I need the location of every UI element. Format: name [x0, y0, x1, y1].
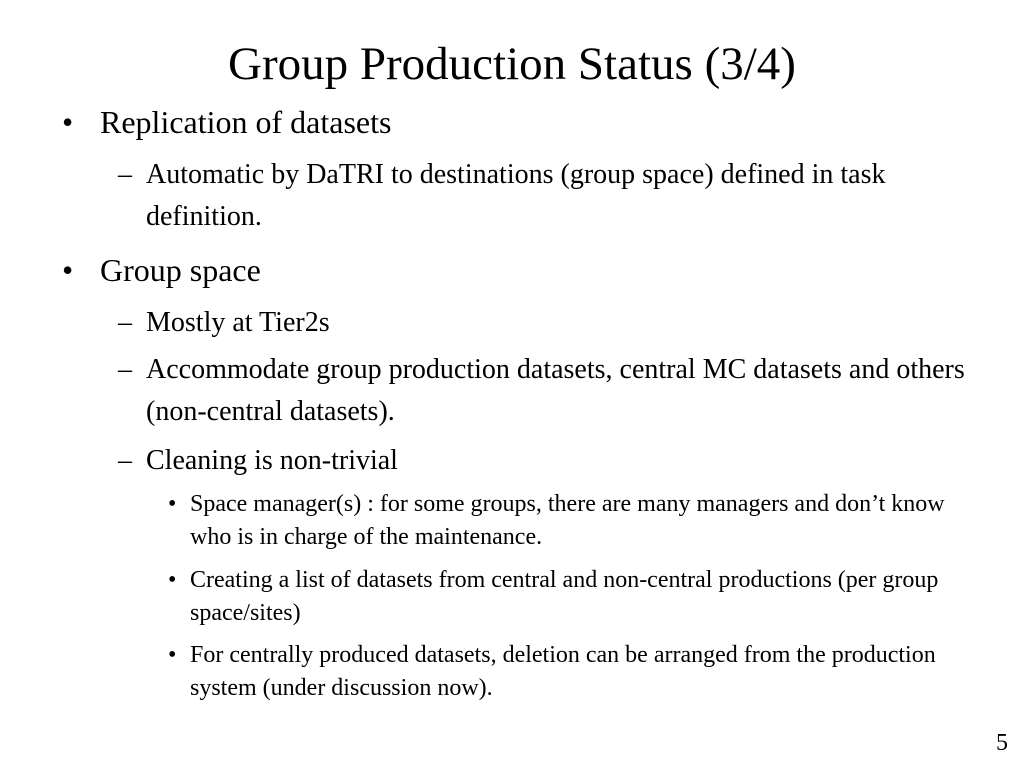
sub-bullet-text: Mostly at Tier2s	[146, 307, 330, 338]
sub-sub-bullet-text: Space manager(s) : for some groups, there are many managers and don’t know who is in charge of the maintenance.	[190, 491, 945, 550]
sub-bullet-text: Automatic by DaTRI to destinations (group space) defined in task definition.	[146, 159, 886, 232]
bullet-marker: •	[62, 104, 74, 140]
sub-sub-bullet-text: Creating a list of datasets from central and non-central productions (per group space/sites)	[190, 567, 939, 626]
bullet-marker: •	[168, 567, 177, 593]
slide-title: Group Production Status (3/4)	[228, 38, 796, 90]
bullet-text: Replication of datasets	[100, 104, 392, 140]
bullet-marker: •	[168, 491, 177, 517]
dash-marker: –	[118, 445, 132, 476]
page-number: 5	[996, 730, 1008, 756]
bullet-marker: •	[168, 642, 177, 668]
sub-bullet-text: Cleaning is non-trivial	[146, 445, 398, 476]
bullet-marker: •	[62, 252, 74, 288]
sub-bullet-text: Accommodate group production datasets, central MC datasets and others (non-central datasets).	[146, 354, 965, 427]
sub-sub-bullet-text: For centrally produced datasets, deletion can be arranged from the production system (under discussion now).	[190, 642, 936, 701]
dash-marker: –	[118, 159, 132, 190]
dash-marker: –	[118, 354, 132, 385]
bullet-text: Group space	[100, 252, 261, 288]
dash-marker: –	[118, 307, 132, 338]
